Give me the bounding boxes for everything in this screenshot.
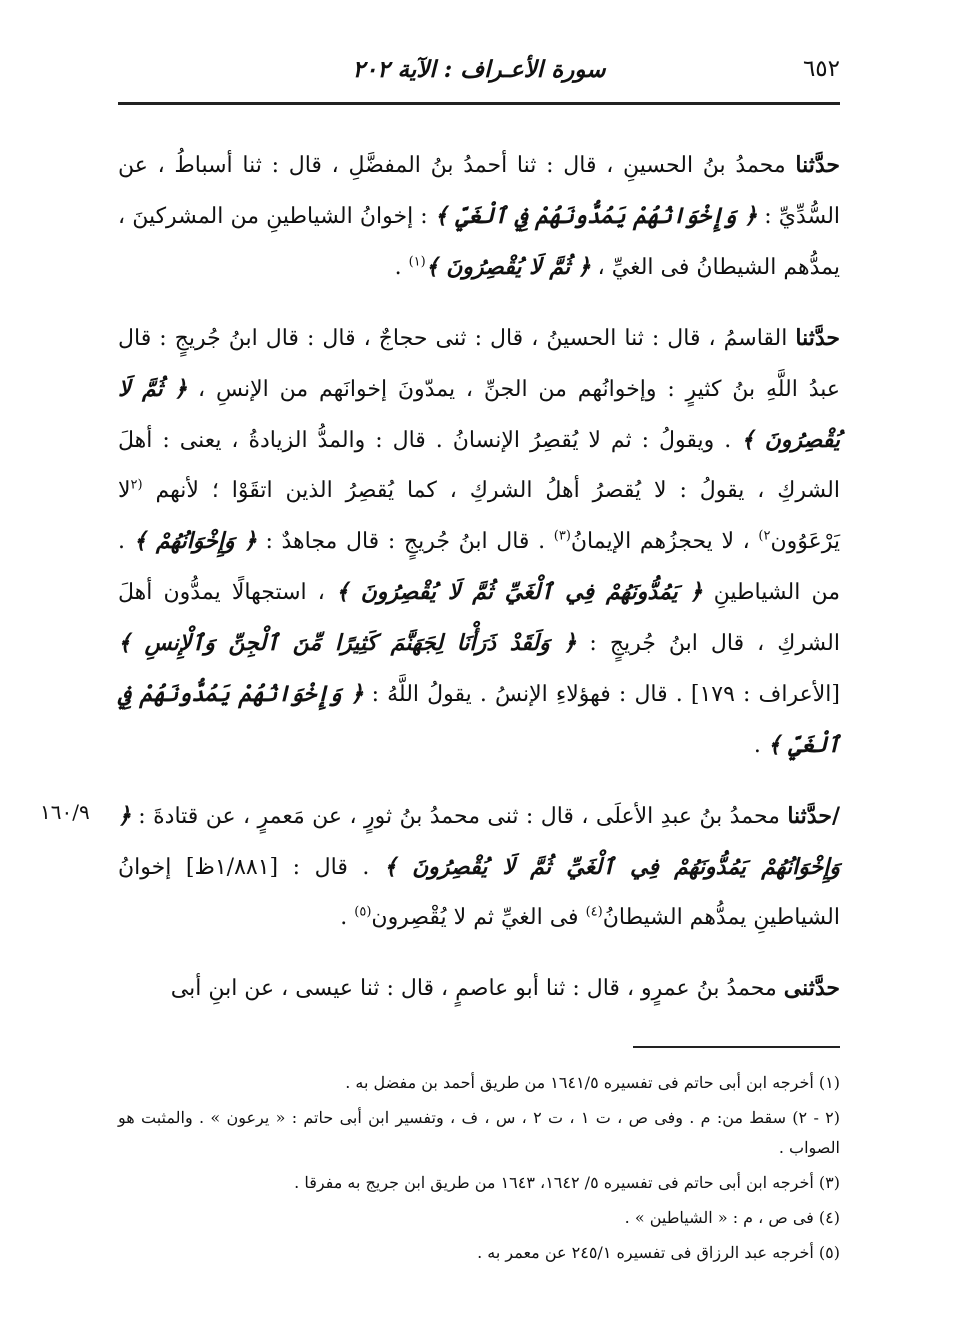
paragraph <box>118 791 840 943</box>
paragraph <box>118 140 840 293</box>
footnote: (٥) أخرجه عبد الرزاق فى تفسيره ٢٤٥/١ عن معمر به . <box>477 1243 840 1262</box>
paragraph-opener: حدَّثنا <box>795 152 840 178</box>
text-run: ، لا يحجزُهم الإيمانُ <box>570 529 759 554</box>
quran-verse: ﴿ ثُمَّ لَا يُقْصِرُونَ ﴾ <box>118 376 840 453</box>
margin-reference: ١٦٠/٩ <box>40 800 90 824</box>
text-run: . قال : [١/٨٨١ظ] إخوانُ الشياطينِ يمدُّهم الشيطانُ <box>118 855 840 930</box>
text-run: القاسمُ ، قال : ثنا الحسينُ ، قال : ثنى حجاجٌ ، قال : قال ابنُ جُريجٍ : قال عبدُ اللَّهِ بنُ كثيرٍ : وإخوانُهم من الجنِّ ، يمدّونَ إخوانَهم من الإنسِ ، <box>118 326 841 402</box>
paragraph-opener: حدَّثنى <box>783 975 840 1001</box>
page-header <box>118 52 840 92</box>
footnote: (٢ - ٢) سقط من: م . وفى ص ، ت ١ ، ت ٢ ، س ، ف ، وتفسير ابن أبى حاتم : « يرعون » . والمثبت هو الصواب . <box>118 1108 840 1157</box>
main-text <box>118 140 840 1028</box>
paragraph <box>118 963 840 1014</box>
quran-verse: ﴿ يَمُدُّونَهُمْ فِي ٱلْغَيِّ ثُمَّ لَا يُقْصِرُونَ ﴾ <box>336 579 703 605</box>
text-run: . قال ابنُ جُريجٍ : قال مجاهدٌ : <box>256 529 554 554</box>
paragraph-opener: حدَّثنا <box>795 325 840 351</box>
quran-verse: ﴿ وَإِخْوَانُهُمْ يَمُدُّونَهُمْ فِي ٱلْغَيِّ ﴾ <box>118 681 840 758</box>
text-run: فى الغيِّ ثم لا يُقْصِرون <box>371 905 586 930</box>
footnote-rule <box>633 1046 840 1048</box>
footnote-marker: (٣) <box>553 528 571 544</box>
quran-verse: ﴿ وَإِخْوَانُهُمْ يَمُدُّونَهُمْ فِي ٱلْغَيِّ ثُمَّ لَا يُقْصِرُونَ ﴾ <box>118 803 840 880</box>
header-rule <box>118 102 840 105</box>
text-run: : إخوانُ الشياطينِ من المشركينَ ، يمدُّهم الشيطانُ فى الغيِّ ، <box>118 204 840 280</box>
footnote-marker: (٥) <box>354 904 372 920</box>
quran-verse: ﴿ وَلَقَدْ ذَرَأْنَا لِجَهَنَّمَ كَثِيرًا مِّنَ ٱلْجِنِّ وَٱلْإِنسِ ﴾ <box>118 630 577 656</box>
text-run: . <box>394 255 409 280</box>
running-head: سورة الأعـراف : الآية ٢٠٢ <box>352 56 606 83</box>
footnote: (٣) أخرجه ابن أبى حاتم فى تفسيره ٥/ ١٦٤٢، ١٦٤٣ من طريق ابن جريج به مفرقا . <box>294 1173 840 1192</box>
footnote-marker: (٢ <box>130 477 143 493</box>
text-run: . <box>753 733 768 758</box>
text-run: ، استجهالًا يمدُّون أهلَ الشركِ ، قال ابنُ جُريجٍ : <box>118 580 840 656</box>
quran-verse: ﴿ وَإِخْوَانُهُمْ يَمُدُّونَهُمْ فِي ٱلْغَيِّ ﴾ <box>434 203 758 229</box>
footnote-marker: (١) <box>408 254 426 270</box>
text-run: [الأعراف : ١٧٩] . قال : فهؤلاءِ الإنسُ . يقولُ اللَّهُ : <box>363 682 840 707</box>
text-run: . <box>340 905 355 930</box>
quran-verse: ﴿ ثُمَّ لَا يُقْصِرُونَ ﴾ <box>425 254 591 280</box>
text-run: محمدُ بنُ عمرٍو ، قال : ثنا أبو عاصمٍ ، قال : ثنا عيسى ، عن ابنِ أبى <box>170 976 784 1001</box>
page-number: ٦٥٢ <box>802 56 840 82</box>
text-run: محمدُ بنُ الحسينِ ، قال : ثنا أحمدُ بنُ المفضَّلِ ، قال : ثنا أسباطُ ، عن السُّدِّيِّ : <box>118 153 841 229</box>
quran-verse: ﴿ وَإِخْوَانُهُمْ ﴾ <box>133 528 257 554</box>
paragraph <box>118 313 840 771</box>
footnote-marker: (٤) <box>585 904 603 920</box>
footnote-marker: ٢) <box>758 528 771 544</box>
text-run: . ويقولُ : ثم لا يُقصِرُ الإنسانُ . قال : والمدُّ الزيادةُ ، يعنى : أهلَ الشركِ ، يقولُ : لا يُقصرُ أهلُ الشركِ ، كما يُقصِرُ الذين اتقَوْا ؛ لأنهم <box>118 428 840 503</box>
text-run: محمدُ بنُ عبدِ الأعلَى ، قال : ثنى محمدُ بنُ ثورٍ ، عن مَعمرٍ ، عن قتادةَ : <box>130 804 788 829</box>
footnote: (٤) فى ص ، م : « الشياطين » . <box>624 1208 840 1227</box>
text-run: لا يَرْعَوُون <box>118 478 841 554</box>
footnotes <box>118 1068 840 1273</box>
footnote: (١) أخرجه ابن أبى حاتم فى تفسيره ١٦٤١/٥ من طريق أحمد بن مفضل به . <box>345 1073 840 1092</box>
paragraph-opener: /حدَّثنا <box>787 803 840 829</box>
text-run: . من الشياطينِ <box>118 529 840 605</box>
